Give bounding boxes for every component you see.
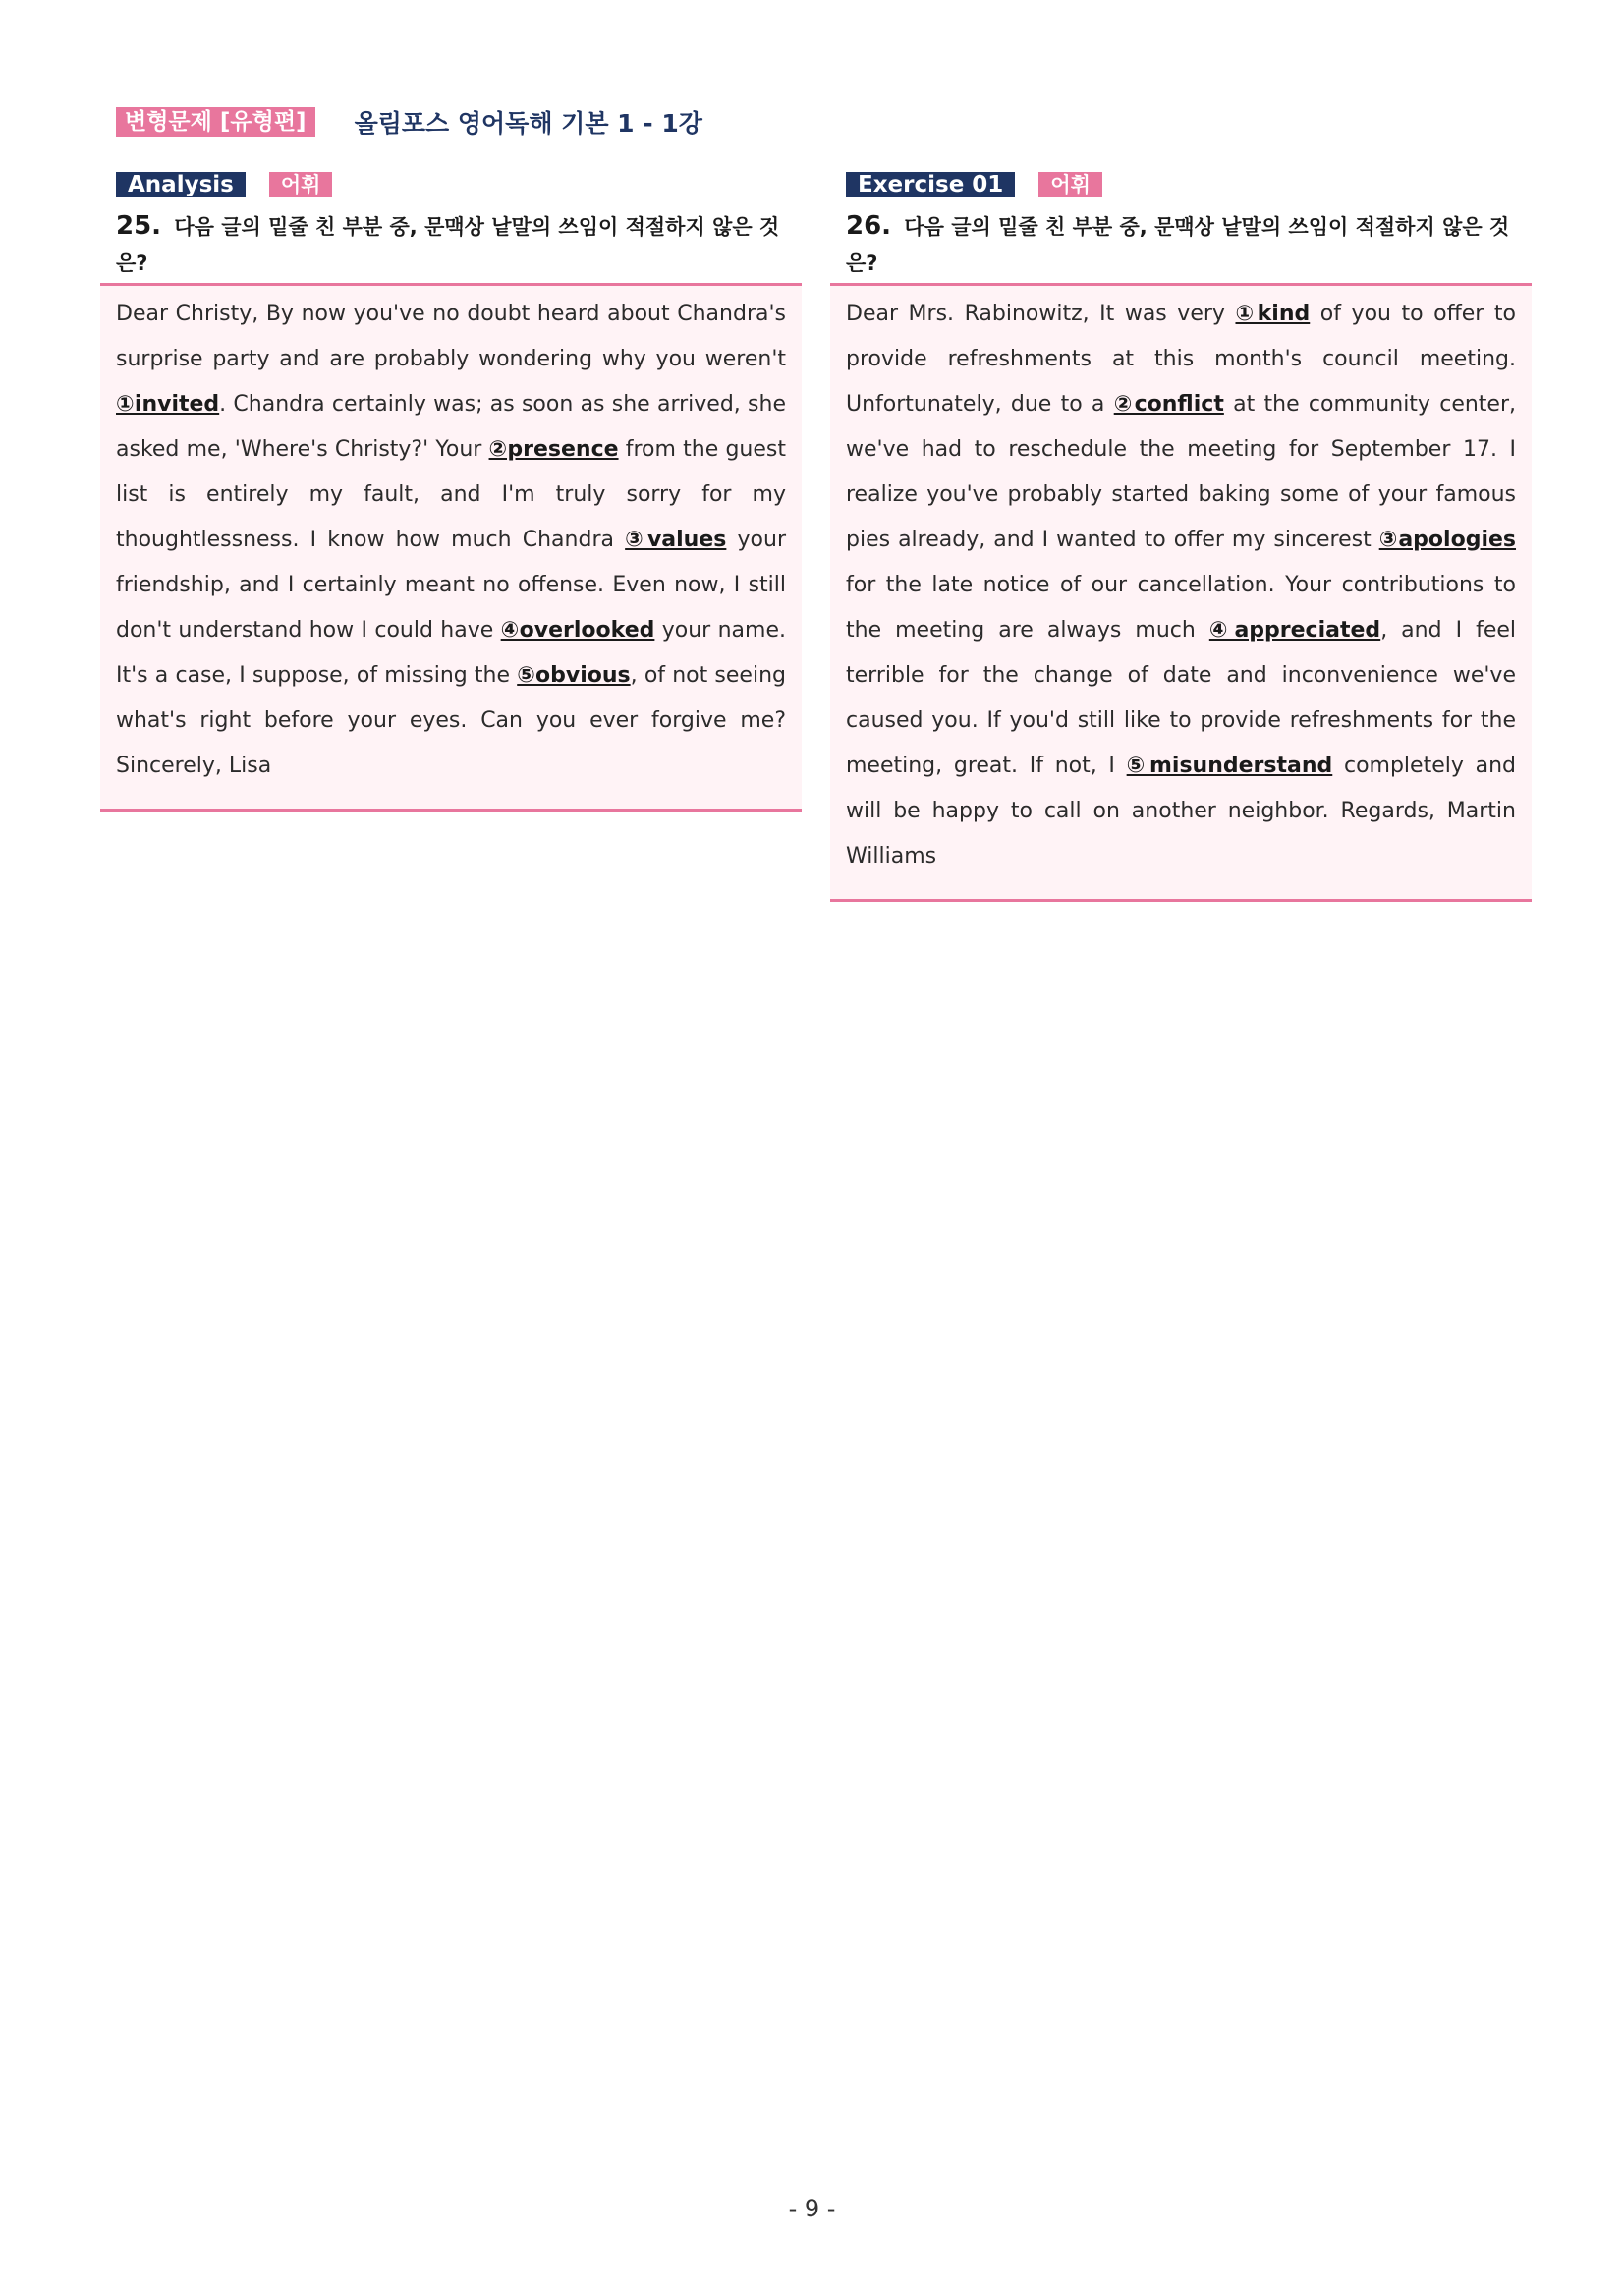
- vocabulary-tag: 어휘: [269, 172, 333, 197]
- question-25-passage: [100, 283, 802, 812]
- passage-text: from the guest list is entirely my fault, and I'm truly sorry for my thoughtlessness. I know how much Chandra: [116, 437, 787, 552]
- passage-text: . Chandra certainly was; as soon as she arrived, she asked me, 'Where's Christy?' Your: [116, 392, 786, 462]
- question-25-tags: [100, 171, 802, 198]
- answer-choice: ①invited: [116, 392, 220, 417]
- question-number: 25.: [116, 211, 162, 241]
- passage-text: , of not seeing what's right before your eyes. Can you ever forgive me? Sincerely, Lisa: [116, 663, 786, 778]
- answer-choice: ④appreciated: [1208, 618, 1381, 643]
- series-title: 올림포스 영어독해 기본 1 - 1강: [354, 109, 702, 138]
- answer-choice: ②presence: [488, 437, 619, 462]
- question-text: 다음 글의 밑줄 친 부분 중, 문맥상 낱말의 쓰임이 적절하지 않은 것은?: [116, 215, 780, 275]
- question-number: 26.: [846, 211, 892, 241]
- passage-text: your name. It's a case, I suppose, of missing the: [116, 618, 786, 688]
- page-number: - 9 -: [788, 2195, 836, 2222]
- passage-text: completely and will be happy to call on another neighbor. Regards, Martin Williams: [846, 754, 1516, 868]
- answer-choice: ③apologies: [1378, 528, 1517, 552]
- answer-choice: ①kind: [1235, 302, 1311, 326]
- passage-text: at the community center, we've had to reschedule the meeting for September 17. I realize you've probably started baking some of your famous pies already, and I wanted to offer my sincerest: [846, 392, 1516, 552]
- answer-choice: ④overlooked: [500, 618, 655, 643]
- question-26-prompt: [830, 198, 1532, 283]
- answer-choice: ⑤obvious: [517, 663, 631, 688]
- passage-text: Dear Christy, By now you've no doubt heard about Chandra's surprise party and are probably wondering why you weren't: [116, 302, 786, 371]
- question-text: 다음 글의 밑줄 친 부분 중, 문맥상 낱말의 쓰임이 적절하지 않은 것은?: [846, 215, 1510, 275]
- vocabulary-tag: 어휘: [1038, 172, 1102, 197]
- question-26-tags: [830, 171, 1532, 198]
- passage-text: of you to offer to provide refreshments at this month's council meeting. Unfortunately, due to a: [846, 302, 1516, 417]
- passage-text: , and I feel terrible for the change of date and inconvenience we've caused you. If you'd still like to provide refreshments for the meeting, great. If not, I: [846, 618, 1516, 778]
- question-25-column: [100, 171, 802, 812]
- answer-choice: ⑤misunderstand: [1126, 754, 1333, 778]
- question-25-prompt: [100, 198, 802, 283]
- passage-text: Dear Mrs. Rabinowitz, It was very: [846, 302, 1236, 326]
- question-26-passage: [830, 283, 1532, 902]
- question-26-column: [830, 171, 1532, 902]
- exercise-tag: Exercise 01: [846, 172, 1015, 197]
- answer-choice: ③values: [625, 528, 727, 552]
- answer-choice: ②conflict: [1113, 392, 1224, 417]
- passage-text: for the late notice of our cancellation. Your contributions to the meeting are always much: [846, 573, 1516, 643]
- page-header: [116, 104, 702, 140]
- analysis-tag: Analysis: [116, 172, 246, 197]
- worksheet-type-tag: 변형문제 [유형편]: [116, 107, 315, 137]
- passage-text: your friendship, and I certainly meant no offense. Even now, I still don't understand how I could have: [116, 528, 786, 643]
